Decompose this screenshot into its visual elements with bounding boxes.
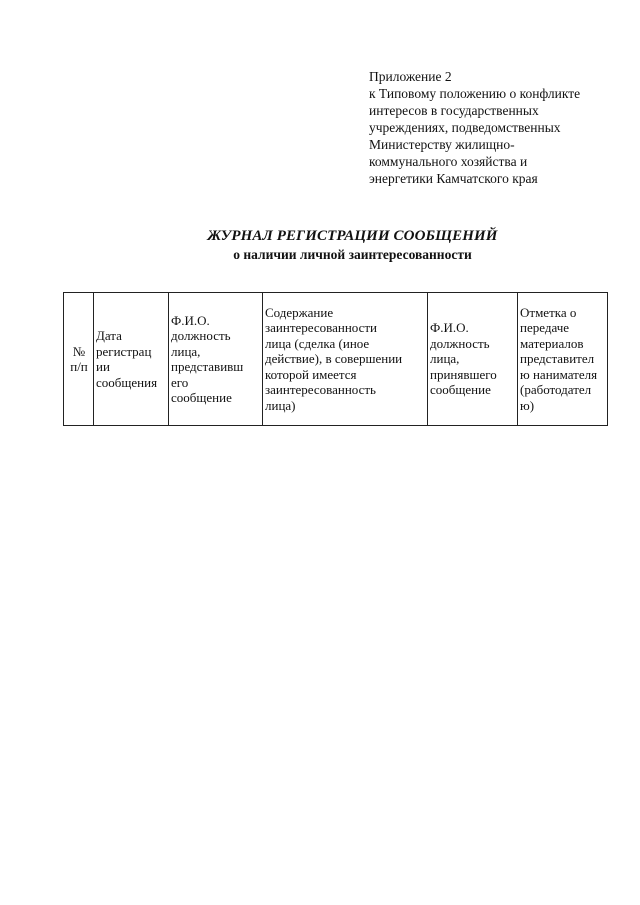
journal-subtitle: о наличии личной заинтересованности bbox=[233, 247, 472, 262]
cell-line: ю нанимателя bbox=[520, 366, 598, 382]
cell-line: лица) bbox=[265, 397, 296, 413]
cell-line: регистрац bbox=[96, 343, 152, 359]
appendix-line: учреждениях, подведомственных bbox=[369, 120, 561, 135]
appendix-line: интересов в государственных bbox=[369, 103, 539, 118]
cell-line: его bbox=[171, 374, 189, 390]
cell-line: принявшего bbox=[430, 366, 497, 382]
header-cell-transfer-mark bbox=[518, 293, 608, 426]
header-cell-receiver-name bbox=[428, 293, 518, 426]
cell-line: сообщения bbox=[96, 374, 158, 390]
header-cell-registration-date bbox=[94, 293, 169, 426]
header-cell-interest-content bbox=[263, 293, 428, 426]
cell-line: передаче bbox=[520, 320, 569, 336]
cell-line: Ф.И.О. bbox=[171, 312, 210, 328]
cell-line: лица, bbox=[171, 343, 201, 359]
cell-line: должность bbox=[171, 328, 231, 343]
cell-line: сообщение bbox=[171, 390, 232, 405]
cell-line: действие), в совершении bbox=[265, 351, 403, 367]
appendix-note bbox=[369, 68, 629, 187]
appendix-line: энергетики Камчатского края bbox=[369, 171, 538, 186]
appendix-line: к Типовому положению о конфликте bbox=[369, 86, 581, 101]
cell-line: п/п bbox=[70, 359, 88, 374]
cell-line: сообщение bbox=[430, 382, 491, 398]
header-cell-number bbox=[64, 293, 94, 426]
header-cell-reporter-name bbox=[169, 293, 263, 426]
cell-line: представивш bbox=[171, 359, 244, 374]
cell-line: представител bbox=[520, 351, 595, 367]
appendix-line: Министерству жилищно- bbox=[369, 137, 515, 152]
cell-line: лица, bbox=[430, 351, 460, 367]
registration-table bbox=[63, 292, 608, 426]
cell-line: № bbox=[72, 343, 86, 359]
cell-line: заинтересованности bbox=[265, 320, 378, 336]
cell-line: Содержание bbox=[265, 304, 334, 320]
cell-line: ии bbox=[96, 359, 110, 374]
appendix-line: коммунального хозяйства и bbox=[369, 154, 528, 169]
cell-line: Отметка о bbox=[520, 304, 577, 320]
cell-line: (работодател bbox=[520, 382, 592, 398]
cell-line: лица (сделка (иное bbox=[265, 335, 370, 351]
cell-line: должность bbox=[430, 335, 490, 351]
cell-line: материалов bbox=[520, 335, 584, 351]
cell-line: Дата bbox=[96, 328, 122, 343]
journal-title: ЖУРНАЛ РЕГИСТРАЦИИ СООБЩЕНИЙ bbox=[207, 228, 498, 244]
cell-line: которой имеется bbox=[265, 366, 357, 382]
cell-line: заинтересованность bbox=[265, 382, 376, 398]
appendix-line: Приложение 2 bbox=[369, 69, 452, 84]
cell-line: Ф.И.О. bbox=[430, 320, 469, 336]
table-header-row bbox=[64, 293, 608, 426]
cell-line: ю) bbox=[520, 397, 535, 413]
